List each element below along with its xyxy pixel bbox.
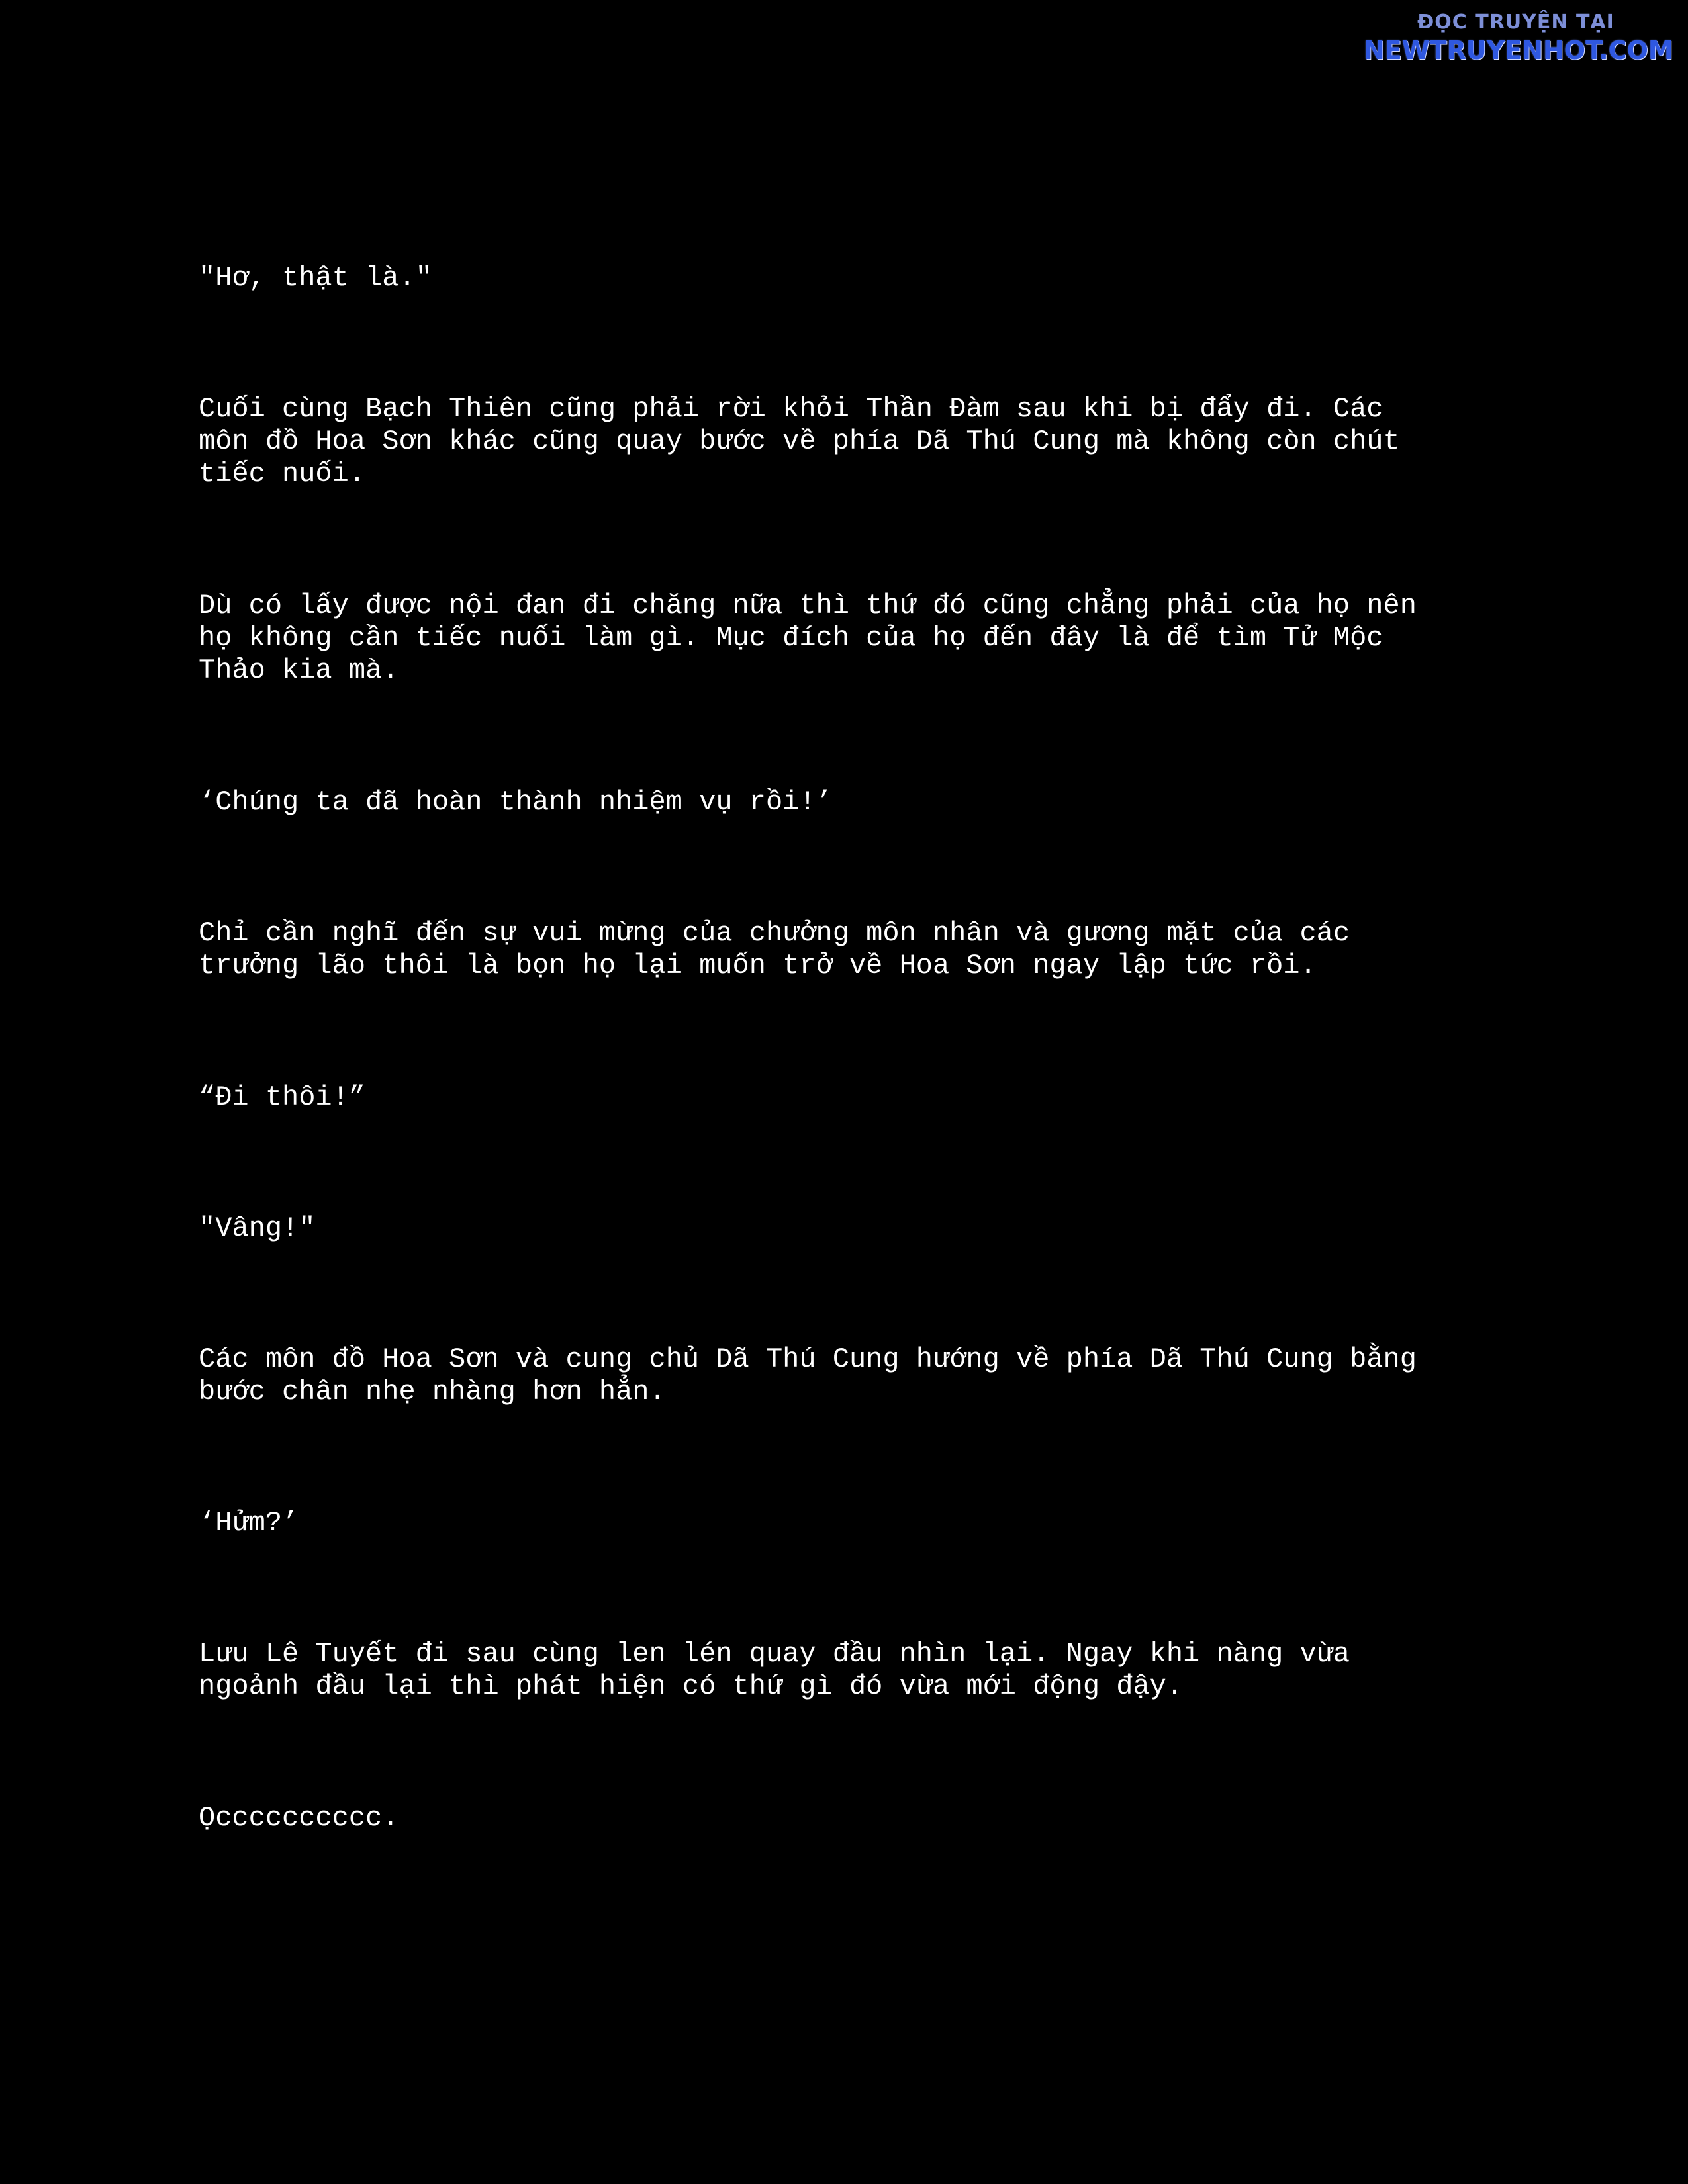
paragraph-3: Dù có lấy được nội đan đi chăng nữa thì thứ đó cũng chẳng phải của họ nên họ không cần tiếc nuối làm gì. Mục đích của họ đến đây là để tìm Tử Mộc Thảo kia mà.: [199, 590, 1417, 686]
site-watermark: [1364, 9, 1673, 65]
paragraph-8: Các môn đồ Hoa Sơn và cung chủ Dã Thú Cung hướng về phía Dã Thú Cung bằng bước chân nhẹ nhàng hơn hẳn.: [199, 1343, 1417, 1408]
paragraph-6: “Đi thôi!”: [199, 1081, 366, 1113]
paragraph-1: "Hơ, thật là.": [199, 262, 432, 294]
paragraph-5: Chỉ cần nghĩ đến sự vui mừng của chưởng môn nhân và gương mặt của các trưởng lão thôi là bọn họ lại muốn trở về Hoa Sơn ngay lập tức rồi.: [199, 917, 1350, 981]
paragraph-2: Cuối cùng Bạch Thiên cũng phải rời khỏi Thần Đàm sau khi bị đẩy đi. Các môn đồ Hoa Sơn khác cũng quay bước về phía Dã Thú Cung mà không còn chút tiếc nuối.: [199, 393, 1400, 490]
watermark-line2: NEWTRUYENHOT.COM: [1364, 36, 1673, 65]
paragraph-9: ‘Hửm?’: [199, 1507, 299, 1539]
paragraph-11: Ọcccccccccc.: [199, 1802, 399, 1834]
paragraph-7: "Vâng!": [199, 1212, 316, 1244]
paragraph-4: ‘Chúng ta đã hoàn thành nhiệm vụ rồi!’: [199, 786, 833, 818]
watermark-line1: ĐỌC TRUYỆN TẠI: [1417, 11, 1615, 34]
paragraph-10: Lưu Lê Tuyết đi sau cùng len lén quay đầu nhìn lại. Ngay khi nàng vừa ngoảnh đầu lại thì phát hiện có thứ gì đó vừa mới động đậy.: [199, 1638, 1350, 1702]
